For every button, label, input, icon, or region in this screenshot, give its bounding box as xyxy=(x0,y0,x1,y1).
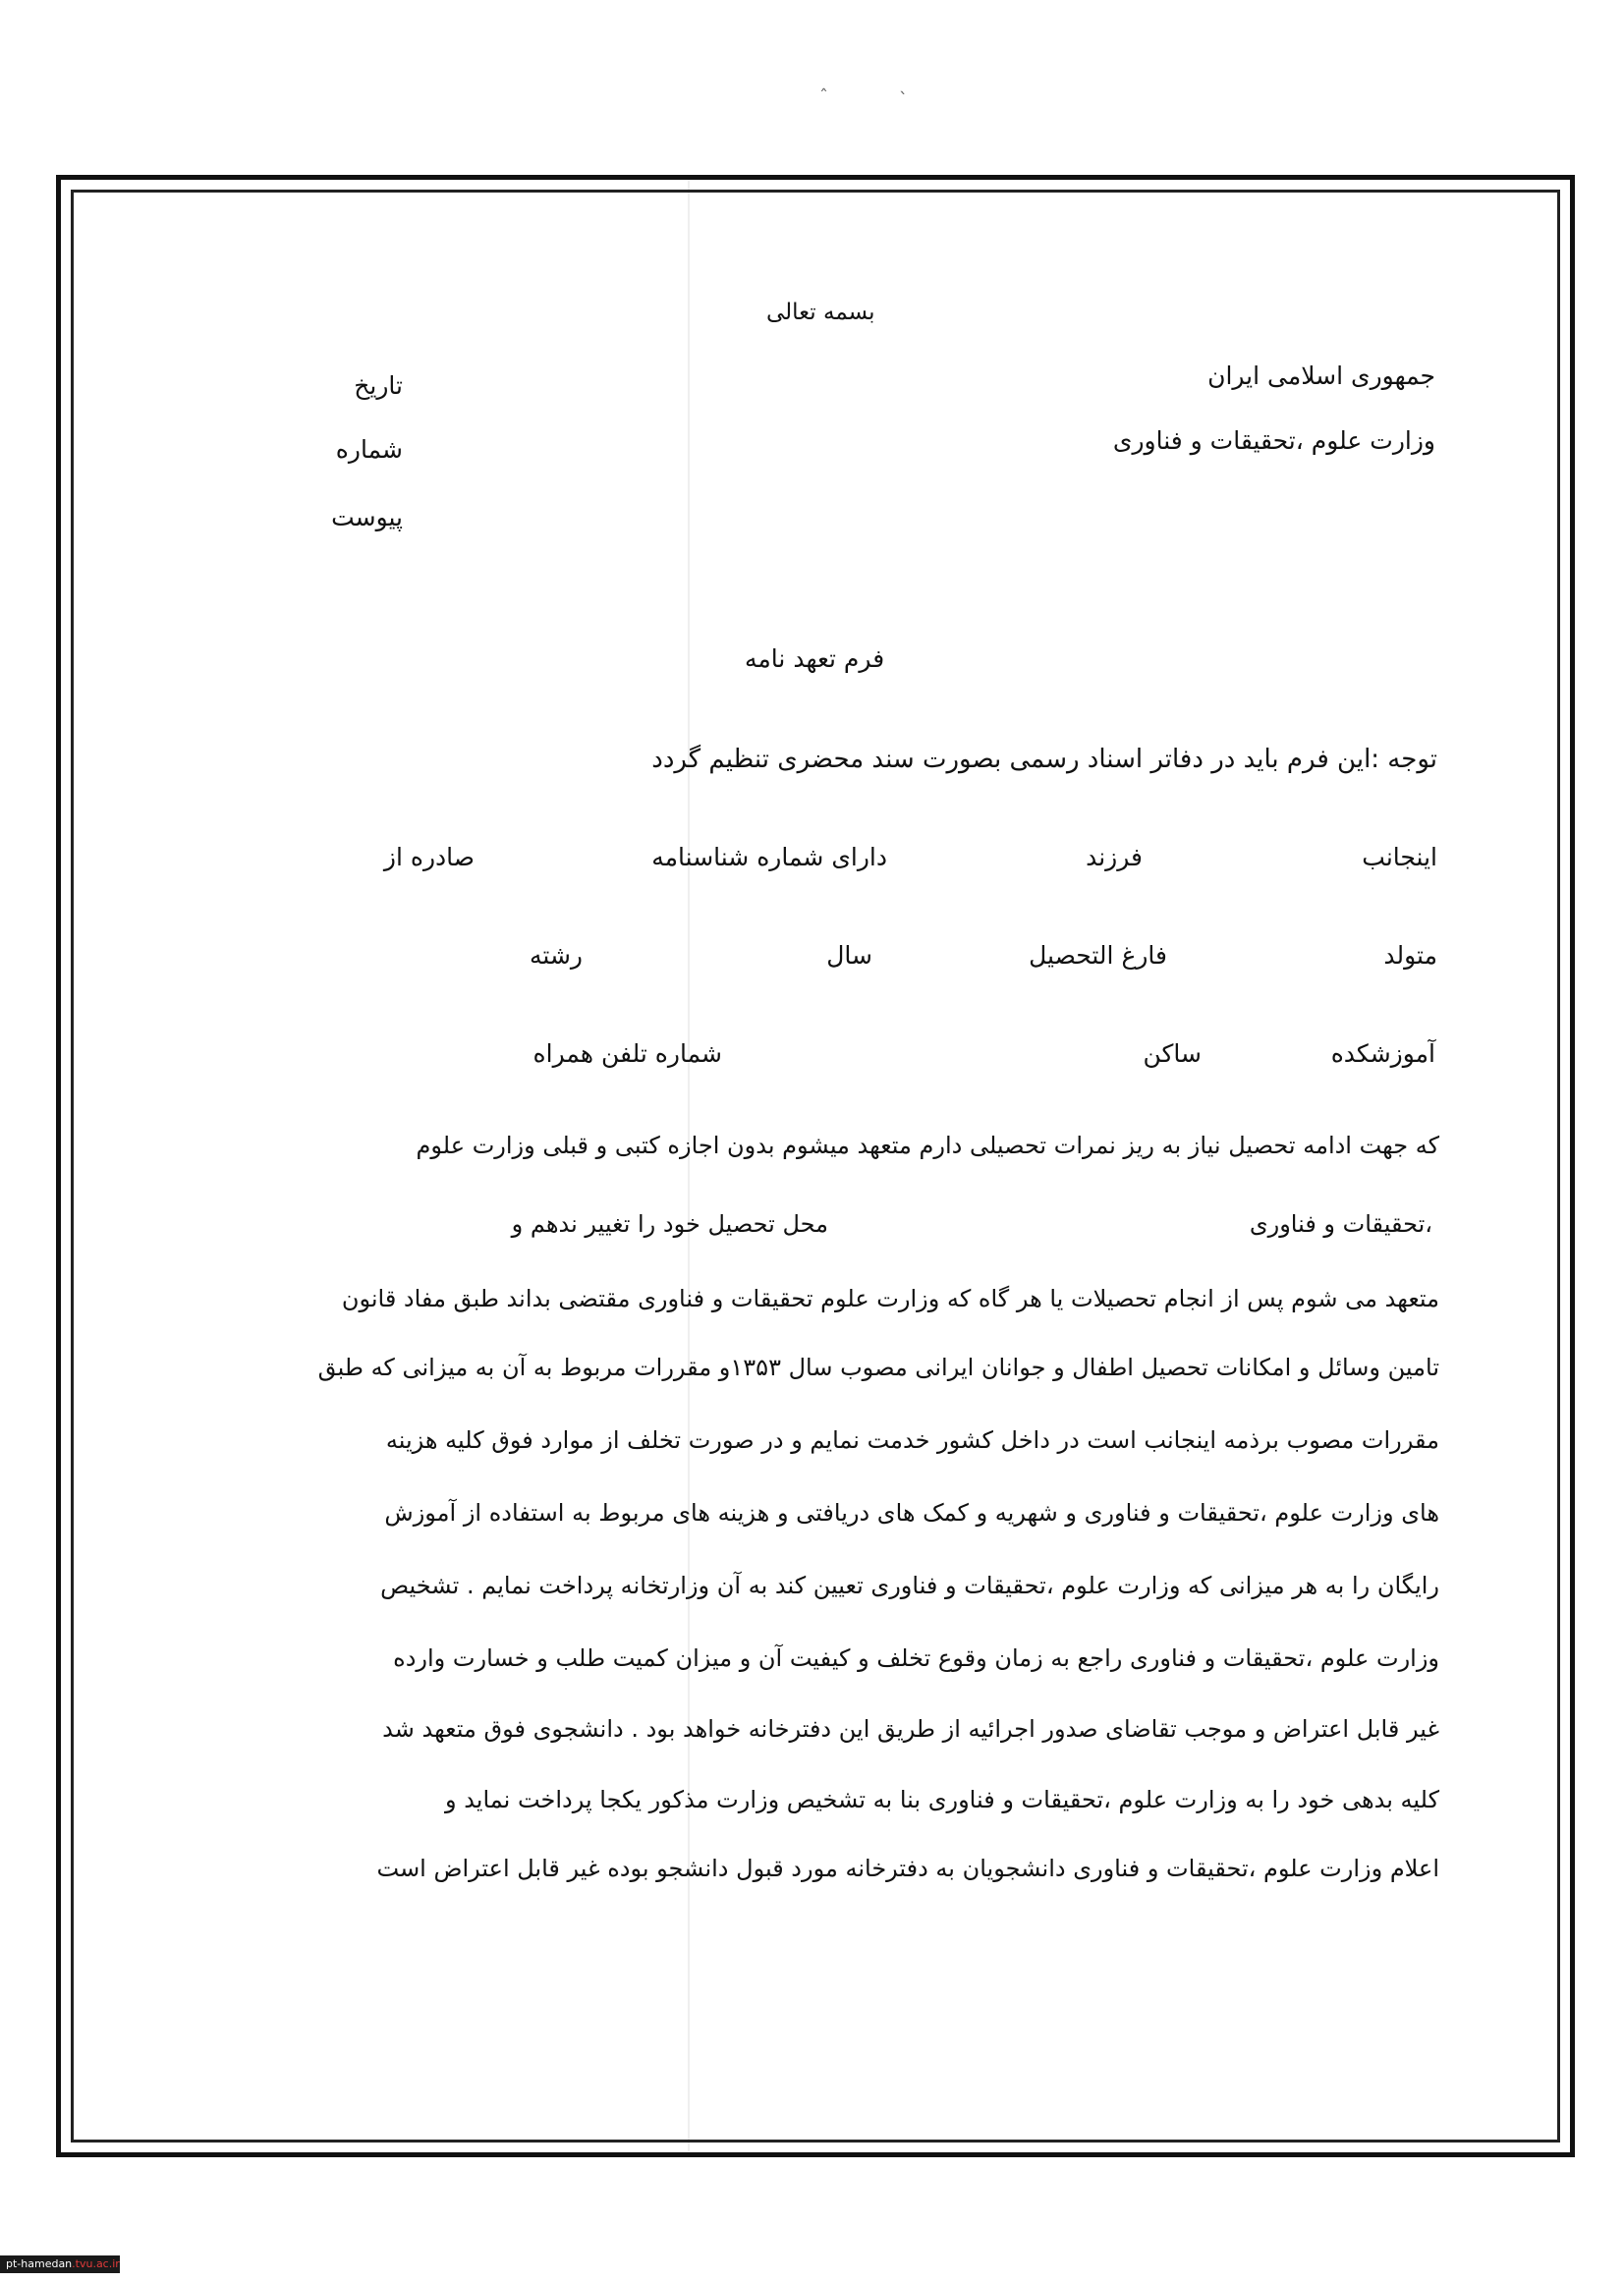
scan-speck: ˆ xyxy=(819,86,828,107)
field-child-of: فرزند xyxy=(1086,843,1143,871)
body-line-11: اعلام وزارت علوم ،تحقیقات و فناوری دانشجویان به دفترخانه مورد قبول دانشجو بوده غیر قابل اعتراض است xyxy=(376,1855,1439,1882)
number-label: شماره xyxy=(335,435,403,464)
field-id-number: دارای شماره شناسنامه xyxy=(651,843,887,871)
date-label: تاریخ xyxy=(354,371,403,400)
body-line-5: مقررات مصوب برذمه اینجانب است در داخل کشور خدمت نمایم و در صورت تخلف از موارد فوق کلیه هزینه xyxy=(385,1426,1439,1454)
body-line-2a: ،تحقیقات و فناوری xyxy=(1249,1210,1432,1238)
field-issued-from: صادره از xyxy=(383,843,475,871)
scan-speck: ˎ xyxy=(899,75,908,95)
body-line-4: تامین وسائل و امکانات تحصیل اطفال و جوانان ایرانی مصوب سال ۱۳۵۳و مقررات مربوط به آن به میزانی که طبق xyxy=(317,1354,1439,1381)
field-born: متولد xyxy=(1383,941,1437,970)
body-line-9: غیر قابل اعتراض و موجب تقاضای صدور اجرائیه از طریق این دفترخانه خواهد بود . دانشجوی فوق متعهد شد xyxy=(382,1715,1439,1743)
watermark-suffix: .tvu.ac.ir xyxy=(72,2257,120,2270)
page-border-inner xyxy=(71,190,1560,2143)
ministry-name: وزارت علوم ،تحقیقات و فناوری xyxy=(1112,426,1435,455)
field-year: سال xyxy=(826,941,872,970)
body-line-3: متعهد می شوم پس از انجام تحصیلات یا هر گاه که وزارت علوم تحقیقات و فناوری مقتضی بداند طبق مفاد قانون xyxy=(341,1285,1439,1312)
field-mobile: شماره تلفن همراه xyxy=(532,1039,722,1068)
field-undersigned: اینجانب xyxy=(1362,843,1437,871)
form-title: فرم تعهد نامه xyxy=(745,644,885,673)
body-line-8: وزارت علوم ،تحقیقات و فناوری راجع به زمان وقوع تخلف و کیفیت آن و میزان کمیت طلب و خسارت وارده xyxy=(393,1644,1439,1672)
attachment-label: پیوست xyxy=(331,503,403,531)
field-major: رشته xyxy=(530,941,583,970)
bismillah-text: بسمه تعالی xyxy=(766,300,875,325)
body-line-10: کلیه بدهی خود را به وزارت علوم ،تحقیقات و فناوری بنا به تشخیص وزارت مذکور یکجا پرداخت نماید و xyxy=(444,1786,1439,1813)
body-line-1: که جهت ادامه تحصیل نیاز به ریز نمرات تحصیلی دارم متعهد میشوم بدون اجازه کتبی و قبلی وزارت علوم xyxy=(416,1132,1439,1159)
watermark-prefix: pt-hamedan xyxy=(6,2257,73,2270)
field-graduated: فارغ التحصیل xyxy=(1029,941,1167,970)
body-line-2b: محل تحصیل خود را تغییر ندهم و xyxy=(511,1210,828,1238)
notice-text: توجه :این فرم باید در دفاتر اسناد رسمی بصورت سند محضری تنظیم گردد xyxy=(651,745,1437,774)
field-resident: ساکن xyxy=(1143,1039,1202,1068)
site-watermark xyxy=(0,2255,120,2273)
field-school: آموزشکده xyxy=(1330,1039,1435,1068)
body-line-7: رایگان را به هر میزانی که وزارت علوم ،تحقیقات و فناوری تعیین کند به آن وزارتخانه پرداخت نمایم . تشخیص xyxy=(380,1572,1439,1599)
republic-name: جمهوری اسلامی ایران xyxy=(1207,362,1435,390)
body-line-6: های وزارت علوم ،تحقیقات و فناوری و شهریه و کمک های دریافتی و هزینه های مربوط به استفاده از آموزش xyxy=(384,1499,1439,1527)
